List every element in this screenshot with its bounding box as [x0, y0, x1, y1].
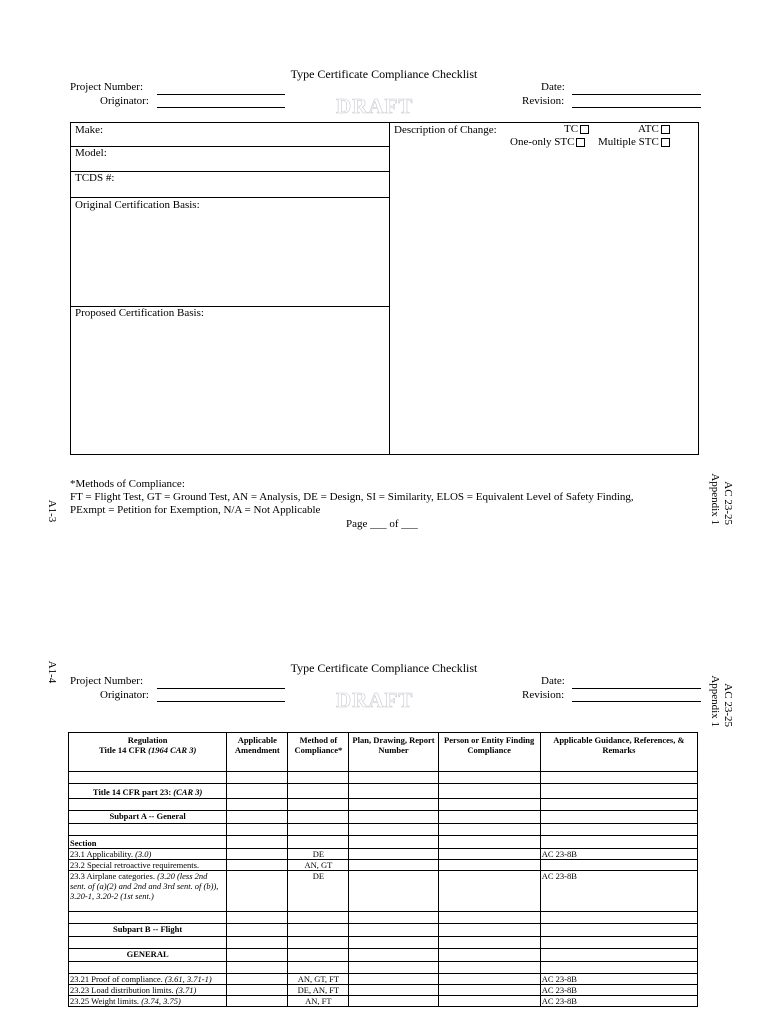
page1-side-appendix: Appendix 1 [709, 473, 721, 525]
page2-date-label: Date: [541, 675, 565, 687]
methods-line1: FT = Flight Test, GT = Ground Test, AN = Analysis, DE = Design, SI = Similarity, ELOS = Equivalent Level of Safety Finding, [70, 491, 634, 503]
methods-title: *Methods of Compliance: [70, 478, 185, 490]
one-only-stc-option[interactable] [510, 136, 585, 148]
method-cell[interactable]: DE, AN, FT [288, 985, 349, 996]
page2-draft-watermark: DRAFT [336, 688, 414, 712]
subpart-a-heading: Subpart A -- General [69, 811, 227, 824]
page-of: Page ___ of ___ [346, 518, 418, 530]
table-row [69, 811, 698, 824]
atc-label: ATC [638, 123, 659, 135]
page2-revision-label: Revision: [522, 689, 565, 701]
guidance-cell[interactable] [540, 860, 697, 871]
multiple-stc-option[interactable] [598, 136, 670, 148]
header-person: Person or Entity Finding Compliance [438, 733, 540, 772]
table-row [69, 924, 698, 937]
page2-side-ac: AC 23-25 [722, 683, 734, 727]
tc-option[interactable] [564, 123, 589, 135]
method-cell[interactable]: DE [288, 849, 349, 860]
method-cell[interactable]: DE [288, 871, 349, 912]
table-row [69, 784, 698, 799]
compliance-checklist-table [68, 732, 698, 1007]
page2-side-appendix: Appendix 1 [709, 675, 721, 727]
subpart-b-heading: Subpart B -- Flight [69, 924, 227, 937]
general-heading: GENERAL [69, 949, 227, 962]
table-row[interactable] [69, 849, 698, 860]
method-cell[interactable]: AN, FT [288, 996, 349, 1007]
page2-side-id: A1-4 [46, 660, 58, 684]
header-regulation: Regulation Title 14 CFR (1964 CAR 3) [69, 733, 227, 772]
regulation-cell: 23.23 Load distribution limits. (3.71) [69, 985, 227, 996]
table-row [69, 799, 698, 811]
description-of-change-label: Description of Change: [394, 124, 497, 136]
header-guidance: Applicable Guidance, References, & Remarks [540, 733, 697, 772]
form-divider [389, 122, 390, 455]
part-heading: Title 14 CFR part 23: (CAR 3) [69, 784, 227, 799]
originator-field[interactable] [157, 107, 285, 108]
table-row[interactable] [69, 985, 698, 996]
page1-side-id: A1-3 [46, 499, 58, 523]
page2-revision-field[interactable] [572, 701, 701, 702]
proposed-certification-basis-field[interactable]: Proposed Certification Basis: [75, 307, 204, 319]
regulation-cell: 23.25 Weight limits. (3.74, 3.75) [69, 996, 227, 1007]
page2-originator-label: Originator: [100, 689, 149, 701]
atc-option[interactable] [638, 123, 670, 135]
page1-side-ac: AC 23-25 [722, 481, 734, 525]
method-cell[interactable]: AN, GT [288, 860, 349, 871]
multiple-stc-label: Multiple STC [598, 136, 659, 148]
table-row[interactable] [69, 974, 698, 985]
one-only-stc-checkbox[interactable] [576, 138, 585, 147]
methods-line2: PExmpt = Petition for Exemption, N/A = Not Applicable [70, 504, 321, 516]
regulation-cell: 23.3 Airplane categories. (3.20 (less 2nd sent. of (a)(2) and 2nd and 3rd sent. of (b)), 3.20-1, 3.20-2 (1st sent.) [69, 871, 227, 912]
table-row[interactable] [69, 860, 698, 871]
original-certification-basis-field[interactable]: Original Certification Basis: [75, 199, 200, 211]
page2-originator-field[interactable] [157, 701, 285, 702]
regulation-cell: 23.2 Special retroactive requirements. [69, 860, 227, 871]
table-header-row [69, 733, 698, 772]
guidance-cell[interactable]: AC 23-8B [540, 871, 697, 912]
model-field[interactable]: Model: [75, 147, 107, 159]
make-field[interactable]: Make: [75, 124, 104, 136]
date-label: Date: [541, 81, 565, 93]
table-row [69, 912, 698, 924]
revision-label: Revision: [522, 95, 565, 107]
draft-watermark: DRAFT [336, 94, 414, 118]
table-row[interactable] [69, 871, 698, 912]
header-plan: Plan, Drawing, Report Number [349, 733, 438, 772]
method-cell[interactable]: AN, GT, FT [288, 974, 349, 985]
page2-title: Type Certificate Compliance Checklist [290, 661, 478, 675]
page2-date-field[interactable] [572, 688, 701, 689]
guidance-cell[interactable]: AC 23-8B [540, 974, 697, 985]
date-field[interactable] [572, 94, 701, 95]
page1-title: Type Certificate Compliance Checklist [290, 67, 478, 81]
revision-field[interactable] [572, 107, 701, 108]
table-row[interactable] [69, 996, 698, 1007]
regulation-cell: 23.1 Applicability. (3.0) [69, 849, 227, 860]
one-only-stc-label: One-only STC [510, 136, 575, 148]
atc-checkbox[interactable] [661, 125, 670, 134]
guidance-cell[interactable]: AC 23-8B [540, 996, 697, 1007]
table-row [69, 962, 698, 974]
tc-label: TC [564, 123, 579, 135]
table-row [69, 772, 698, 784]
originator-label: Originator: [100, 95, 149, 107]
tc-checkbox[interactable] [580, 125, 589, 134]
page2-project-number-field[interactable] [157, 688, 285, 689]
project-number-label: Project Number: [70, 81, 144, 93]
section-label: Section [69, 836, 227, 849]
regulation-cell: 23.21 Proof of compliance. (3.61, 3.71-1) [69, 974, 227, 985]
table-row [69, 949, 698, 962]
guidance-cell[interactable]: AC 23-8B [540, 985, 697, 996]
header-method: Method of Compliance* [288, 733, 349, 772]
guidance-cell[interactable]: AC 23-8B [540, 849, 697, 860]
header-amendment: Applicable Amendment [227, 733, 288, 772]
tcds-field[interactable]: TCDS #: [75, 172, 115, 184]
table-row [69, 937, 698, 949]
page2-project-number-label: Project Number: [70, 675, 144, 687]
table-row [69, 824, 698, 836]
table-row [69, 836, 698, 849]
project-number-field[interactable] [157, 94, 285, 95]
multiple-stc-checkbox[interactable] [661, 138, 670, 147]
